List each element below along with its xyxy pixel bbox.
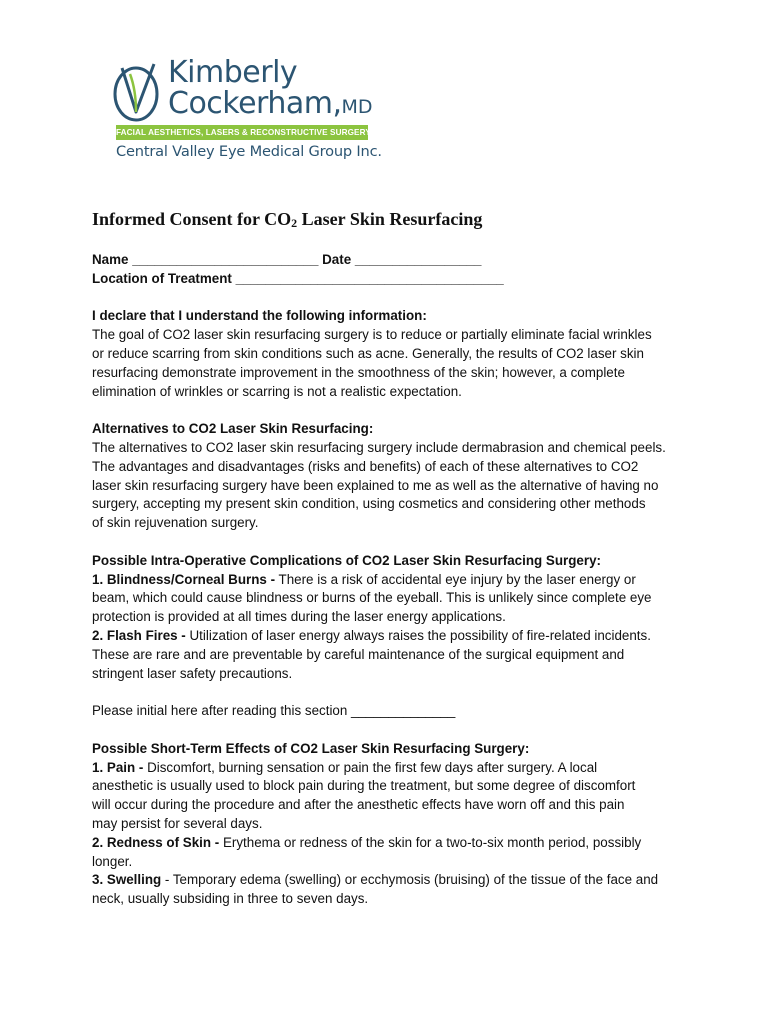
item-text: Utilization of laser energy always raises the possibility of fire-related incidents.	[185, 627, 651, 643]
item-text: Discomfort, burning sensation or pain the first few days after surgery. A local	[143, 759, 598, 775]
title-text-end: Laser Skin Resurfacing	[297, 209, 483, 229]
item-label: 1. Pain -	[92, 759, 144, 775]
name-field[interactable]: _________________________	[132, 252, 319, 267]
alternatives-heading: Alternatives to CO2 Laser Skin Resurfacing:	[92, 421, 374, 437]
paragraph-line: may persist for several days.	[92, 815, 263, 831]
document-title	[92, 207, 482, 235]
logo-first-name: Kimberly	[168, 55, 298, 90]
paragraph-line: neck, usually subsiding in three to seven days.	[92, 891, 369, 907]
paragraph-line: or reduce scarring from skin conditions such as acne. Generally, the results of CO2 laser skin	[92, 345, 644, 361]
paragraph-line: longer.	[92, 853, 133, 869]
item-text: - Temporary edema (swelling) or ecchymosis (bruising) of the tissue of the face and	[161, 872, 659, 888]
paragraph-line: beam, which could cause blindness or burns of the eyeball. This is unlikely since complete eye	[92, 590, 652, 606]
declaration-heading: I declare that I understand the following information:	[92, 308, 427, 324]
paragraph-line: surgery, accepting my present skin condition, using cosmetics and considering other methods	[92, 496, 646, 512]
paragraph-line: anesthetic is usually used to block pain during the treatment, but some degree of discomfort	[92, 778, 636, 794]
paragraph-line: elimination of wrinkles or scarring is not a realistic expectation.	[92, 383, 462, 399]
logo-tagline: FACIAL AESTHETICS, LASERS & RECONSTRUCTIVE SURGERY	[116, 125, 368, 140]
location-field[interactable]: ____________________________________	[235, 270, 504, 286]
list-item	[92, 627, 692, 646]
paragraph-line: The alternatives to CO2 laser skin resurfacing surgery include dermabrasion and chemical peels.	[92, 439, 666, 455]
paragraph-line: resurfacing demonstrate improvement in the smoothness of the skin; however, a complete	[92, 364, 625, 380]
paragraph-line: of skin rejuvenation surgery.	[92, 515, 259, 531]
title-text-start: Informed Consent for CO	[92, 209, 292, 229]
name-label: Name	[92, 252, 129, 267]
date-label: Date	[322, 252, 352, 267]
name-date-row	[92, 251, 692, 270]
initial-field[interactable]: Please initial here after reading this section ______________	[92, 703, 456, 719]
logo-credential: MD	[341, 96, 373, 118]
paragraph-line: The advantages and disadvantages (risks and benefits) of each of these alternatives to CO2	[92, 458, 639, 474]
paragraph-line: These are rare and are preventable by careful maintenance of the surgical equipment and	[92, 646, 625, 662]
paragraph-line: laser skin resurfacing surgery have been explained to me as well as the alternative of having no	[92, 477, 659, 493]
logo-last-name: Cockerham,	[168, 86, 342, 121]
location-row	[92, 270, 692, 289]
intraop-heading: Possible Intra-Operative Complications of CO2 Laser Skin Resurfacing Surgery:	[92, 552, 601, 568]
item-text: Erythema or redness of the skin for a two-to-six month period, possibly	[219, 834, 642, 850]
list-item	[92, 834, 692, 853]
title-subscript: 2	[291, 216, 298, 230]
location-label: Location of Treatment	[92, 270, 232, 286]
item-label: 2. Redness of Skin -	[92, 834, 220, 850]
logo-name	[168, 55, 373, 122]
date-field[interactable]: _________________	[354, 252, 482, 267]
consent-body	[92, 251, 692, 909]
paragraph-line: The goal of CO2 laser skin resurfacing surgery is to reduce or partially eliminate facial wrinkles	[92, 327, 652, 343]
item-text: There is a risk of accidental eye injury by the laser energy or	[275, 571, 636, 587]
paragraph-line: stringent laser safety precautions.	[92, 665, 293, 681]
item-label: 2. Flash Fires -	[92, 627, 186, 643]
list-item	[92, 871, 692, 890]
shortterm-heading: Possible Short-Term Effects of CO2 Laser Skin Resurfacing Surgery:	[92, 740, 530, 756]
paragraph-line: protection is provided at all times during the laser energy applications.	[92, 609, 506, 625]
paragraph-line: will occur during the procedure and after the anesthetic effects have worn off and this pain	[92, 797, 625, 813]
list-item	[92, 759, 692, 778]
item-label: 1. Blindness/Corneal Burns -	[92, 571, 276, 587]
logo-group-name: Central Valley Eye Medical Group Inc.	[116, 143, 382, 160]
item-label: 3. Swelling	[92, 872, 162, 888]
logo-emblem-icon	[110, 60, 166, 124]
list-item	[92, 571, 692, 590]
